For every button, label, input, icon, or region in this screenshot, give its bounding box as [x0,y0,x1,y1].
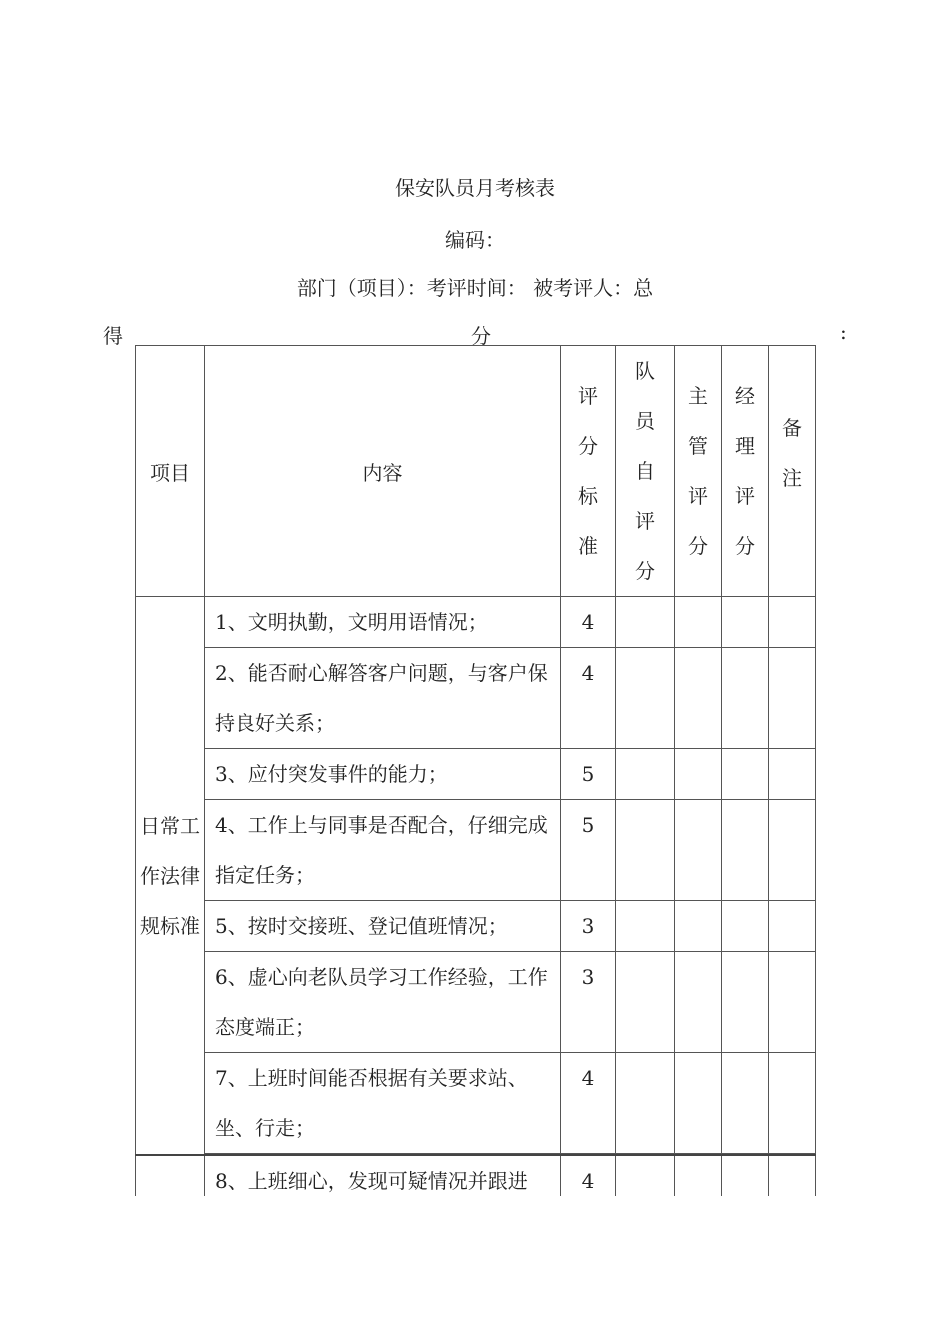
self-score-cell[interactable] [616,952,675,1053]
header-item: 项目 [136,346,205,597]
supervisor-score-cell[interactable] [675,1053,722,1154]
self-score-cell[interactable] [616,597,675,648]
remark-cell[interactable] [769,648,816,749]
manager-score-cell[interactable] [722,901,769,952]
manager-score-cell[interactable] [722,597,769,648]
row-content: 8、上班细心，发现可疑情况并跟进 [205,1155,561,1215]
self-score-cell[interactable] [616,749,675,800]
category-cell [136,597,205,1156]
header-row [136,346,816,597]
page-title: 保安队员月考核表 [395,176,555,200]
remark-cell[interactable] [769,597,816,648]
table-row [136,749,816,800]
self-score-cell[interactable] [616,800,675,901]
header-remark [769,346,816,597]
table-row [136,901,816,952]
row-standard: 5 [561,800,616,901]
remark-cell[interactable] [769,1053,816,1154]
table-row [136,648,816,749]
supervisor-score-cell[interactable] [675,800,722,901]
row-standard: 4 [561,648,616,749]
header-supervisor [675,346,722,597]
code-label: 编码： [445,228,505,252]
manager-score-cell[interactable] [722,800,769,901]
row-content: 1、文明执勤，文明用语情况； [205,597,561,648]
row-content: 4、工作上与同事是否配合，仔细完成指定任务； [205,800,561,901]
supervisor-score-cell[interactable] [675,597,722,648]
table-row [136,597,816,648]
header-content: 内容 [205,346,561,597]
manager-score-cell[interactable] [722,1053,769,1154]
manager-score-cell[interactable] [722,952,769,1053]
supervisor-score-cell[interactable] [675,648,722,749]
row-standard: 5 [561,749,616,800]
row-standard: 4 [561,1155,616,1215]
remark-cell[interactable] [769,800,816,901]
row-standard: 3 [561,952,616,1053]
evaluation-table [135,345,816,1216]
row-content: 2、能否耐心解答客户问题，与客户保持良好关系； [205,648,561,749]
score-label-mid: 分 [471,324,491,348]
score-label-left: 得 [103,324,123,348]
header-self [616,346,675,597]
self-score-cell[interactable] [616,901,675,952]
row-content: 7、上班时间能否根据有关要求站、坐、行走； [205,1053,561,1154]
remark-cell[interactable] [769,901,816,952]
row-content: 3、应付突发事件的能力； [205,749,561,800]
row-content: 5、按时交接班、登记值班情况； [205,901,561,952]
row-content: 6、虚心向老队员学习工作经验，工作态度端正； [205,952,561,1053]
score-label-colon: : [840,320,847,344]
remark-cell[interactable] [769,749,816,800]
meta-line: 部门（项目）：考评时间： 被考评人：总 [296,276,654,300]
manager-score-cell[interactable] [722,648,769,749]
table-row [136,800,816,901]
table-row [136,952,816,1053]
supervisor-score-cell[interactable] [675,749,722,800]
category-label: 日常工作法律规标准 [140,813,200,938]
table-row [136,1053,816,1154]
header-remark-text: 备注 [782,416,802,490]
header-standard [561,346,616,597]
supervisor-score-cell[interactable] [675,952,722,1053]
row-standard: 3 [561,901,616,952]
header-supervisor-text: 主管评分 [688,384,708,558]
supervisor-score-cell[interactable] [675,901,722,952]
self-score-cell[interactable] [616,648,675,749]
row-standard: 4 [561,597,616,648]
manager-score-cell[interactable] [722,749,769,800]
header-self-text: 队员自评分 [635,359,655,583]
header-manager-text: 经理评分 [735,384,755,558]
header-manager [722,346,769,597]
self-score-cell[interactable] [616,1053,675,1154]
page-bottom-margin [0,1196,950,1344]
header-standard-text: 评分标准 [578,384,598,558]
remark-cell[interactable] [769,952,816,1053]
row-standard: 4 [561,1053,616,1154]
